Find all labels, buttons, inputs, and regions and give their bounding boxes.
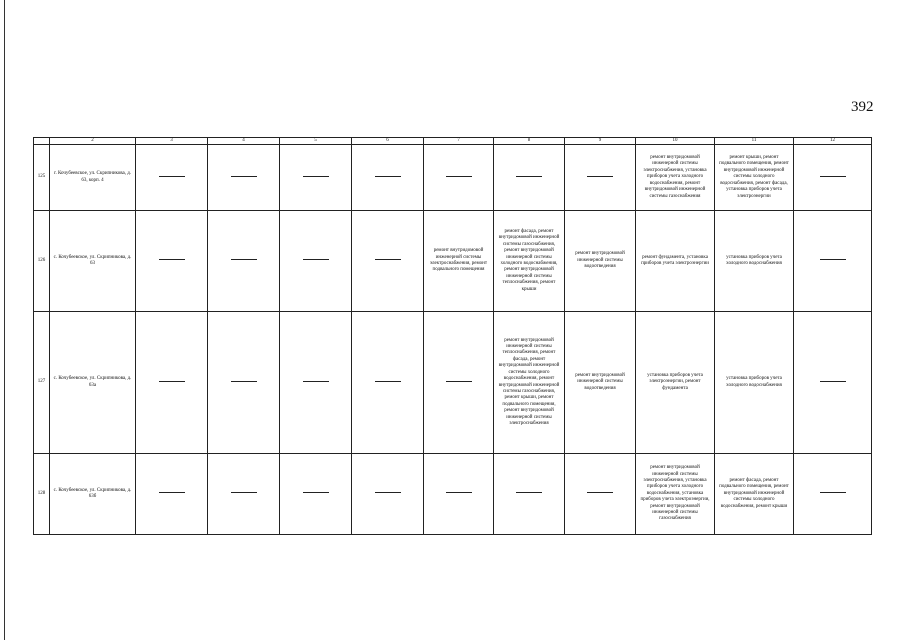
dash-mark [446, 176, 472, 177]
work-cell-col11: установка приборов учета холодного водоснабжения [715, 211, 794, 312]
empty-cell [565, 454, 636, 535]
empty-cell [352, 454, 424, 535]
dash-mark [820, 176, 846, 177]
empty-cell [280, 454, 352, 535]
page-left-edge [4, 0, 5, 640]
empty-cell [424, 145, 494, 211]
empty-cell [352, 312, 424, 454]
work-cell-col10: установка приборов учета электроэнергии, ремонт фундамента [636, 312, 715, 454]
header-cell-10: 10 [636, 138, 715, 145]
work-cell-col11: ремонт крыши, ремонт подвального помещения, ремонт внутридомовой инженерной системы холодного водоснабжения, ремонт фасада, установка приборов учета электроэнергии [715, 145, 794, 211]
dash-mark [516, 492, 542, 493]
empty-cell [136, 211, 208, 312]
empty-cell [136, 312, 208, 454]
empty-cell [794, 145, 872, 211]
row-address: с. Кочубеевское, ул. Скрипникова, д. 63 [50, 211, 136, 312]
row-address: с. Кочубеевское, ул. Скрипникова, д. 63б [50, 454, 136, 535]
dash-mark [159, 381, 185, 382]
dash-mark [587, 176, 613, 177]
empty-cell [208, 211, 280, 312]
empty-cell [424, 454, 494, 535]
table-row [34, 211, 872, 312]
dash-mark [159, 492, 185, 493]
empty-cell [352, 211, 424, 312]
dash-mark [446, 381, 472, 382]
row-number: 126 [34, 211, 50, 312]
dash-mark [303, 176, 329, 177]
empty-cell [565, 145, 636, 211]
dash-mark [446, 492, 472, 493]
dash-mark [303, 259, 329, 260]
empty-cell [794, 312, 872, 454]
empty-cell [136, 454, 208, 535]
work-cell-col8: ремонт внутридомовой инженерной системы теплоснабжения, ремонт фасада, ремонт внутридомовой инженерной системы холодного водоснабжения, ремонт внутридомовой инженерной системы газоснабжения, ремонт крыши, ремонт подвального помещения, ремонт внутридомовой инженерной системы электроснабжения [494, 312, 565, 454]
empty-cell [208, 312, 280, 454]
dash-mark [231, 259, 257, 260]
dash-mark [303, 492, 329, 493]
dash-mark [820, 259, 846, 260]
header-cell-1 [34, 138, 50, 145]
work-cell-col7: ремонт внутридомовой инженерной системы электроснабжения, ремонт подвального помещения [424, 211, 494, 312]
header-cell-11: 11 [715, 138, 794, 145]
column-number-row [34, 138, 872, 145]
dash-mark [231, 381, 257, 382]
page-number: 392 [851, 99, 874, 115]
table-row [34, 312, 872, 454]
row-number: 127 [34, 312, 50, 454]
dash-mark [516, 176, 542, 177]
empty-cell [494, 145, 565, 211]
dash-mark [820, 381, 846, 382]
table-row [34, 454, 872, 535]
work-cell-col10: ремонт внутридомовой инженерной системы электроснабжения, установка приборов учета холодного водоснабжения, ремонт внутридомовой инженерной системы газоснабжения [636, 145, 715, 211]
dash-mark [159, 259, 185, 260]
dash-mark [303, 381, 329, 382]
dash-mark [587, 492, 613, 493]
table-row [34, 145, 872, 211]
dash-mark [231, 492, 257, 493]
header-cell-7: 7 [424, 138, 494, 145]
dash-mark [375, 381, 401, 382]
repair-schedule-table [33, 137, 872, 535]
header-cell-4: 4 [208, 138, 280, 145]
work-cell-col11: ремонт фасада, ремонт подвального помещения, ремонт внутридомовой инженерной системы холодного водоснабжения, ремонт крыши [715, 454, 794, 535]
work-cell-col9: ремонт внутридомовой инженерной системы водоотведения [565, 211, 636, 312]
empty-cell [352, 145, 424, 211]
row-address: с. Кочубеевское, ул. Скрипникова, д. 63а [50, 312, 136, 454]
empty-cell [208, 454, 280, 535]
header-cell-12: 12 [794, 138, 872, 145]
dash-mark [820, 492, 846, 493]
empty-cell [494, 454, 565, 535]
row-number: 125 [34, 145, 50, 211]
work-cell-col10: ремонт внутридомовой инженерной системы электроснабжения, установка приборов учета холодного водоснабжения, установка приборов учета электроэнергии, ремонт внутридомовой инженерной системы газоснабжения [636, 454, 715, 535]
empty-cell [280, 145, 352, 211]
dash-mark [375, 259, 401, 260]
header-cell-5: 5 [280, 138, 352, 145]
dash-mark [159, 176, 185, 177]
empty-cell [424, 312, 494, 454]
header-cell-6: 6 [352, 138, 424, 145]
empty-cell [280, 211, 352, 312]
row-address: г. Кочубеевское, ул. Скрипникова, д. 63, корп. 4 [50, 145, 136, 211]
work-cell-col10: ремонт фундамента, установка приборов учета электроэнергии [636, 211, 715, 312]
row-number: 128 [34, 454, 50, 535]
empty-cell [794, 454, 872, 535]
dash-mark [375, 176, 401, 177]
empty-cell [136, 145, 208, 211]
dash-mark [375, 492, 401, 493]
header-cell-9: 9 [565, 138, 636, 145]
header-cell-8: 8 [494, 138, 565, 145]
empty-cell [208, 145, 280, 211]
empty-cell [280, 312, 352, 454]
empty-cell [794, 211, 872, 312]
dash-mark [231, 176, 257, 177]
work-cell-col8: ремонт фасада, ремонт внутридомовой инженерной системы газоснабжения, ремонт внутридомовой инженерной системы холодного водоснабжения, ремонт внутридомовой инженерной системы теплоснабжения, ремонт крыши [494, 211, 565, 312]
work-cell-col11: установка приборов учета холодного водоснабжения [715, 312, 794, 454]
work-cell-col9: ремонт внутридомовой инженерной системы водоотведения [565, 312, 636, 454]
header-cell-3: 3 [136, 138, 208, 145]
header-cell-2: 2 [50, 138, 136, 145]
